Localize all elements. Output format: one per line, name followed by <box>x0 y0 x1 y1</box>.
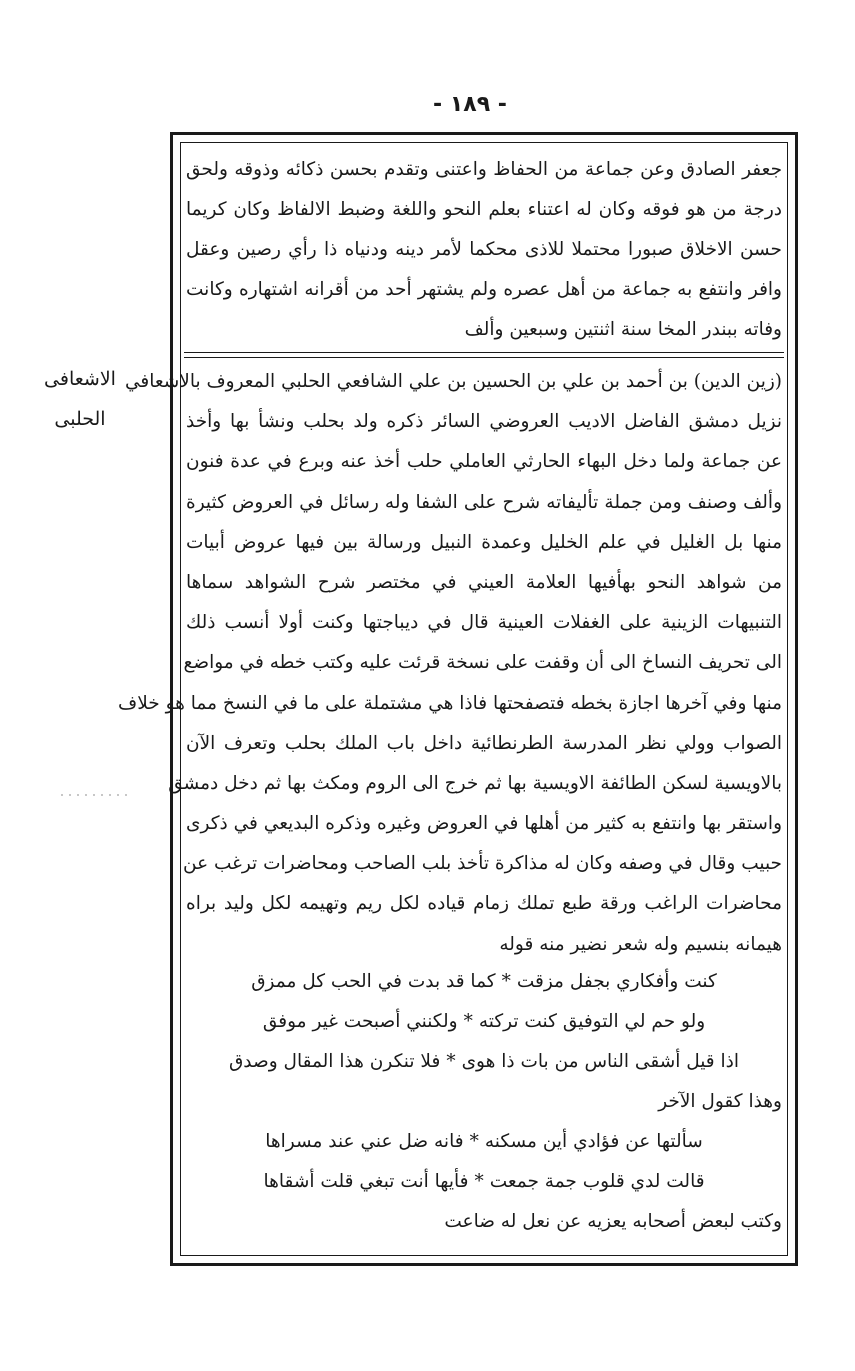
verse-hemistich-first: قالت لدي قلوب جمة جمعت <box>489 1171 705 1192</box>
previous-biography-ending <box>186 150 782 350</box>
text-line: محاضرات الراغب ورقة طبع تملك زمام قياده لكل ريم وتهيمه لكل وليد براه <box>186 893 782 915</box>
text-line: حبيب وقال في وصفه وكان له مذاكرة تأخذ بلب الصاحب ومحاضرات ترغب عن <box>182 853 782 875</box>
text-line: من شواهد النحو بهأفيها العلامة العيني في مختصر شرح الشواهد سماها <box>186 571 782 593</box>
verse-hemistich-second: فانه ضل عني عند مسراها <box>265 1131 464 1152</box>
verse-hemistich-first: ولو حم لي التوفيق كنت تركته <box>478 1011 706 1032</box>
text-line: هيمانه بنسيم وله شعر نضير منه قوله <box>499 933 782 955</box>
verse-separator-star: * <box>446 1051 456 1072</box>
text-line: منها بل الغليل في علم الخليل وعمدة النبيل ورسالة بين فيها عروض أبيات <box>186 531 782 553</box>
text-line: جعفر الصادق وعن جماعة من الحفاظ واعتنى وتقدم بحسن ذكائه وذوقه ولحق <box>186 159 782 180</box>
poetry-section <box>186 962 782 1242</box>
verse-hemistich-first: اذا قيل أشقى الناس من بات ذا هوى <box>461 1051 740 1072</box>
section-divider <box>184 352 784 358</box>
prose-line: وهذا كقول الآخر <box>658 1091 782 1112</box>
prose-line: وكتب لبعض أصحابه يعزيه عن نعل له ضاعت <box>444 1211 782 1232</box>
verse-line <box>186 1162 782 1202</box>
verse-hemistich-second: ولكنني أصبحت غير موفق <box>262 1011 458 1032</box>
verse-hemistich-first: كنت وأفكاري بجفل مزقت <box>516 971 717 992</box>
verse-separator-star: * <box>474 1171 484 1192</box>
verse-hemistich-second: فأيها أنت تبغي قلت أشقاها <box>263 1171 469 1192</box>
margin-note-nisba: الاشعافى <box>44 368 116 390</box>
text-line: عن جماعة ولما دخل البهاء الحارثي العاملي حلب أخذ عنه وبرع في عدة فنون <box>186 451 782 473</box>
page-number: - ١٨٩ - <box>433 92 507 117</box>
text-line: وألف وصنف ومن جملة تأليفاته شرح على الشفا وله رسائل في العروض كثيرة <box>186 491 782 513</box>
verse-hemistich-second: فلا تنكرن هذا المقال وصدق <box>228 1051 441 1072</box>
verse-separator-star: * <box>463 1011 473 1032</box>
text-line: وافر وانتفع به جماعة من أهل عصره ولم يشتهر أحد من أقرانه اشتهاره وكانت <box>186 279 782 300</box>
verse-line <box>186 962 782 1002</box>
verse-line <box>186 1042 782 1082</box>
text-line: بالاويسية لسكن الطائفة الاويسية بها ثم خرج الى الروم ومكث بها ثم دخل دمشق <box>168 772 782 794</box>
text-line: منها وفي آخرها اجازة بخطه فتصفحتها فاذا هي مشتملة على ما في النسخ مما هو خلاف <box>118 692 782 714</box>
text-line: نزيل دمشق الفاضل الاديب العروضي السائر ذكره ولد بحلب ونشأ بها وأخذ <box>186 411 782 433</box>
margin-note-origin: الحلبى <box>54 408 106 430</box>
biography-zayn-al-din <box>118 362 782 965</box>
text-line: وفاته ببندر المخا سنة اثنتين وسبعين وألف <box>464 319 782 340</box>
verse-line <box>186 1002 782 1042</box>
text-line: واستقر بها وانتفع به كثير من أهلها في العروض وغيره وذكره البديعي في ذكرى <box>186 813 782 835</box>
text-line: الصواب وولي نظر المدرسة الطرنطائية داخل باب الملك بحلب وتعرف الآن <box>186 732 782 754</box>
verse-separator-star: * <box>501 971 511 992</box>
verse-hemistich-first: سألتها عن فؤادي أين مسكنه <box>484 1131 703 1152</box>
margin-dots-decoration <box>58 790 138 800</box>
verse-line <box>186 1122 782 1162</box>
text-line: (زين الدين) بن أحمد بن علي بن الحسين بن علي الشافعي الحلبي المعروف بالاشعافي <box>124 371 782 392</box>
verse-hemistich-second: كما قد بدت في الحب كل ممزق <box>251 971 496 992</box>
text-line: التنبيهات الزينية على الغفلات العينية قال في ديباجتها وكنت أولا أنسب ذلك <box>186 612 782 634</box>
verse-separator-star: * <box>469 1131 479 1152</box>
text-line: درجة من هو فوقه وكان له اعتناء بعلم النحو واللغة وضبط الالفاظ وكان كريما <box>186 199 782 220</box>
text-line: حسن الاخلاق صبورا محتملا للاذى محكما لأمر دينه ودنياه ذا رأي رصين وعقل <box>186 239 782 260</box>
text-line: الى تحريف النساخ الى أن وقفت على نسخة قرئت عليه وكتب خطه في مواضع <box>183 652 782 674</box>
